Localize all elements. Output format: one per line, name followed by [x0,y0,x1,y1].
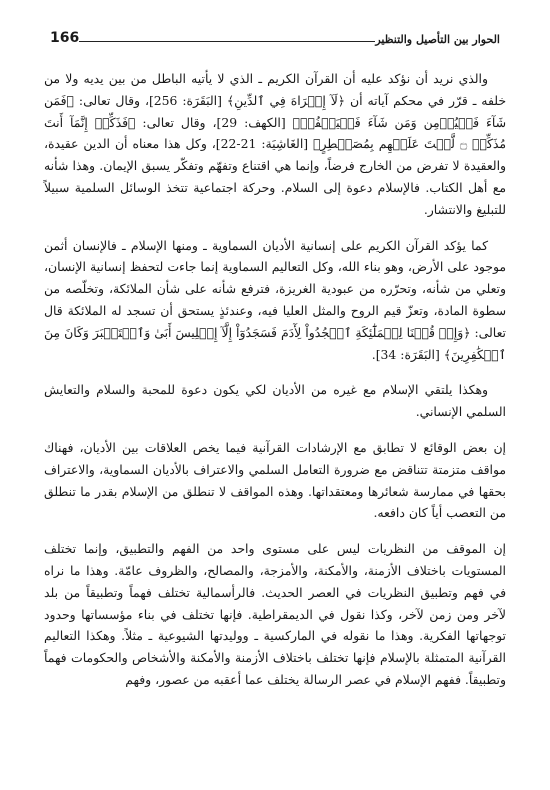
paragraph-text: كما يؤكد القرآن الكريم على إنسانية الأديان السماوية ـ ومنها الإسلام ـ فالإنسان أثمن موجود على الأرض، وهو بناء الله، وكل التعاليم السماوية إنما جاءت لتحفظ إنسانية الإنسان، وتعلي من شأنه، وتحرّره من عبودية الغريزة، فترفع شأنه على شأن الملائكة، وتخلّصه من سطوة المادة، وتعزّ قيم الروح والمثل العليا فيه، وعندئذٍ يستحق أن تسجد له الملائكة قال تعالى: ﴿وَإِذۡ قُلۡنَا لِلۡمَلَٰٓئِكَةِ ٱسۡجُدُواْ لِأٓدَمَ فَسَجَدُوٓاْ إِلَّآ إِبۡلِيسَ أَبَىٰ وَٱسۡتَكۡبَرَ وَكَانَ مِنَ ٱلۡكَٰفِرِينَ﴾ [البَقَرَة: 34]. [44,237,506,362]
header-rule [79,41,375,42]
paragraph-text: إن الموقف من النظريات ليس على مستوى واحد من الفهم والتطبيق، وإنما تختلف المستويات باختلاف الأزمنة، والأمكنة، والأمزجة، والمصالح، والظروف عامّة. وهذا ما نراه في فهم وتطبيق النظريات في العصر الحديث. فالرأسمالية تختلف فهماً وتطبيقاً من بلد لآخر ومن زمن لآخر، وكذا نقول في الديمقراطية. فإنها تختلف في بناء مؤسساتها وحدود توجهاتها الفكرية. وهذا ما نقوله في الماركسية ـ ووليدتها الشيوعية ـ مثلاً. وهكذا التعاليم القرآنية المتمثلة بالإسلام فإنها تختلف باختلاف الأزمنة والأمكنة والأشخاص والحكومات فهماً وتطبيقاً. ففهم الإسلام في عصر الرسالة يختلف عما أعقبه من عصور، وفهم [44,541,506,687]
page-header [44,26,506,46]
paragraph-1 [44,68,506,221]
running-title: الحوار بين التأصيل والتنظير [375,33,500,46]
paragraph-text: إن بعض الوقائع لا تطابق مع الإرشادات القرآنية فيما يخص العلاقات بين الأديان، فهناك مواقف متزمتة تتناقض مع ضرورة التعامل السلمي والاعتراف بالأديان السماوية، والاعتراف بحقها في ممارسة شعائرها ومعتقداتها. وهذه المواقف لا تنطلق من الإسلام بقدر ما تنطلق من التعصب أياً كان دافعه. [44,439,506,521]
paragraph-2 [44,235,506,366]
paragraph-3 [44,379,506,423]
page-number: 166 [50,30,80,46]
paragraph-text: والذي نريد أن نؤكد عليه أن القرآن الكريم ـ الذي لا يأتيه الباطل من بين يديه ولا من خلفه ـ قرّر في محكم آياته أن ﴿لَآ إِكۡرَاهَ فِي ٱلدِّينِ﴾ [البَقَرَة: 256]، وقال تعالى: ﴿فَمَن شَآءَ فَلۡيُؤۡمِن وَمَن شَآءَ فَلۡيَكۡفُرۡ﴾ [الكهف: 29]، وقال تعالى: ﴿فَذَكِّرۡ إِنَّمَآ أَنتَ مُذَكِّرٞ ۝ لَّسۡتَ عَلَيۡهِم بِمُصَيۡطِرٍ﴾ [الغَاشِيَة: 21-22]، وكل هذا معناه أن الدين عقيدة، والعقيدة لا تفرض من الخارج فرضاً، وإنما هي اقتناع وتفهّم وتفكّر يسبق الإيمان. وهذا شأنه مع أهل الكتاب. فالإسلام دعوة إلى السلام. وحركة اجتماعية تتخذ الوسائل السلمية سبيلاً للتبليغ والانتشار. [44,71,506,217]
paragraph-text: وهكذا يلتقي الإسلام مع غيره من الأديان لكي يكون دعوة للمحبة والسلام والتعايش السلمي الإنساني. [44,382,506,420]
paragraph-5 [44,538,506,691]
paragraph-4 [44,437,506,524]
